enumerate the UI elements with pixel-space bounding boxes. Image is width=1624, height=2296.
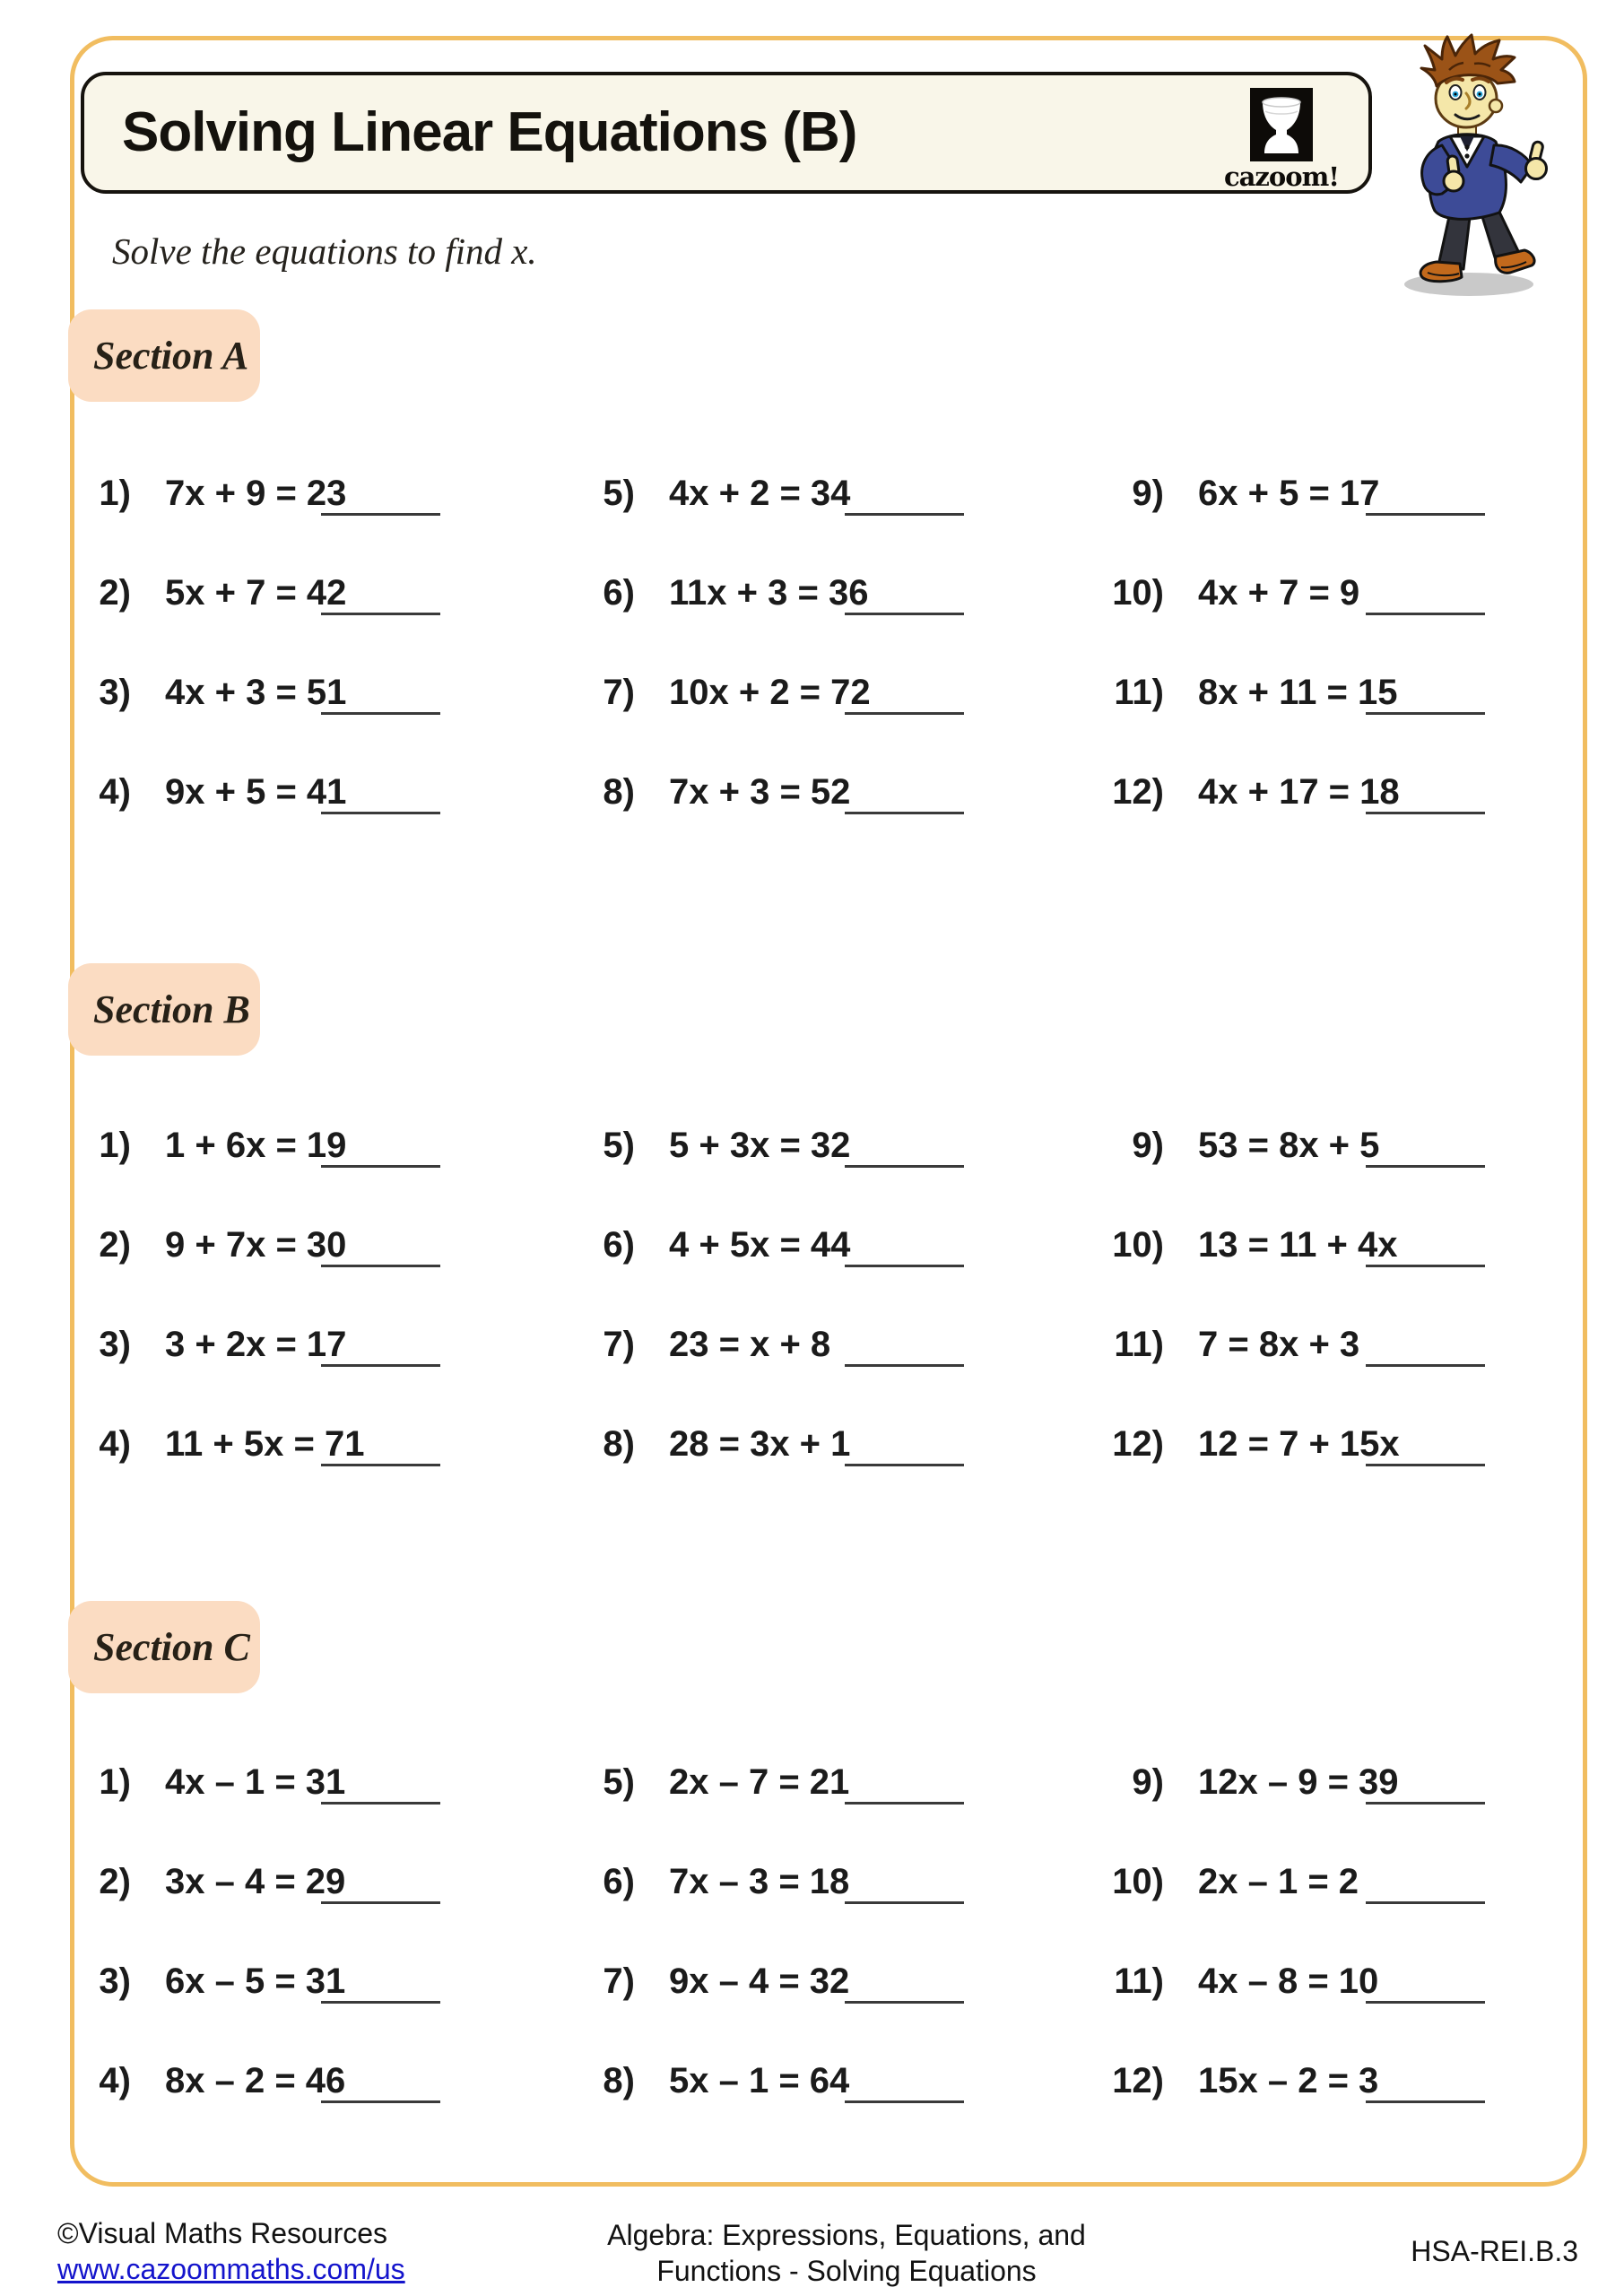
equation-text: 15x – 2 = 3 (1198, 2061, 1379, 2100)
equation-text: 4x + 7 = 9 (1198, 573, 1360, 613)
equation-text: 1 + 6x = 19 (165, 1126, 347, 1165)
item-number: 2) (99, 1225, 131, 1265)
item-number: 2) (99, 573, 131, 613)
equation-item (1087, 1862, 1359, 1902)
item-number: 12) (1112, 772, 1164, 812)
item-number: 11) (1114, 673, 1164, 712)
equation-item (54, 1225, 346, 1265)
item-number: 3) (99, 673, 131, 712)
item-number: 8) (603, 772, 635, 812)
answer-line[interactable] (1366, 1265, 1485, 1267)
equation-item (558, 573, 868, 613)
answer-line[interactable] (845, 1364, 964, 1367)
equation-text: 4x – 1 = 31 (165, 1762, 346, 1802)
answer-line[interactable] (1366, 2001, 1485, 2004)
answer-line[interactable] (845, 613, 964, 615)
equation-text: 7x + 9 = 23 (165, 474, 347, 513)
topic-line-2: Functions - Solving Equations (656, 2255, 1037, 2287)
answer-line[interactable] (321, 812, 440, 814)
answer-line[interactable] (845, 2100, 964, 2103)
answer-line[interactable] (321, 613, 440, 615)
equation-text: 5x + 7 = 42 (165, 573, 347, 613)
section-b-label: Section B (68, 963, 260, 1056)
equation-item (54, 772, 346, 813)
equation-item (558, 1424, 850, 1465)
answer-line[interactable] (845, 1464, 964, 1466)
item-number: 11) (1114, 1961, 1164, 2001)
equation-text: 4x – 8 = 10 (1198, 1961, 1379, 2001)
answer-line[interactable] (845, 1802, 964, 1805)
title-box (81, 72, 1372, 194)
item-number: 10) (1112, 1225, 1164, 1265)
equation-item (54, 474, 346, 514)
answer-line[interactable] (1366, 1364, 1485, 1367)
item-number: 2) (99, 1862, 131, 1901)
equation-text: 2x – 7 = 21 (669, 1762, 850, 1802)
equation-text: 5 + 3x = 32 (669, 1126, 851, 1165)
answer-line[interactable] (321, 1901, 440, 1904)
website-link[interactable]: www.cazoommaths.com/us (57, 2253, 405, 2285)
equation-text: 5x – 1 = 64 (669, 2061, 850, 2100)
item-number: 12) (1112, 2061, 1164, 2100)
section-c-label: Section C (68, 1601, 260, 1693)
item-number: 10) (1112, 1862, 1164, 1901)
answer-line[interactable] (845, 513, 964, 516)
item-number: 6) (603, 1225, 635, 1265)
answer-line[interactable] (321, 513, 440, 516)
copyright-text: ©Visual Maths Resources (57, 2217, 388, 2249)
equation-text: 28 = 3x + 1 (669, 1424, 851, 1464)
answer-line[interactable] (1366, 1165, 1485, 1168)
item-number: 9) (1132, 1126, 1164, 1165)
equation-text: 9x – 4 = 32 (669, 1961, 850, 2001)
equation-text: 7 = 8x + 3 (1198, 1325, 1360, 1364)
answer-line[interactable] (321, 1165, 440, 1168)
item-number: 3) (99, 1325, 131, 1364)
equation-text: 13 = 11 + 4x (1198, 1225, 1398, 1265)
answer-line[interactable] (845, 1901, 964, 1904)
equation-text: 8x – 2 = 46 (165, 2061, 346, 2100)
instruction-text: Solve the equations to find x. (112, 230, 537, 272)
item-number: 4) (99, 772, 131, 812)
item-number: 6) (603, 573, 635, 613)
item-number: 5) (603, 1762, 635, 1802)
logo-wordmark: cazoom! (1223, 161, 1340, 192)
equation-item (1087, 474, 1379, 514)
equation-item (1087, 1126, 1379, 1166)
equation-text: 53 = 8x + 5 (1198, 1126, 1380, 1165)
equation-item (558, 1126, 850, 1166)
equation-text: 9x + 5 = 41 (165, 772, 347, 812)
item-number: 1) (99, 474, 131, 513)
answer-line[interactable] (1366, 1464, 1485, 1466)
equation-item (558, 1862, 849, 1902)
equation-item (54, 573, 346, 613)
equation-text: 4x + 17 = 18 (1198, 772, 1400, 812)
answer-line[interactable] (321, 1802, 440, 1805)
item-number: 7) (603, 1325, 635, 1364)
equation-text: 2x – 1 = 2 (1198, 1862, 1359, 1901)
answer-line[interactable] (321, 1265, 440, 1267)
equation-text: 11x + 3 = 36 (669, 573, 869, 613)
answer-line[interactable] (1366, 513, 1485, 516)
equation-text: 7x – 3 = 18 (669, 1862, 850, 1901)
answer-line[interactable] (321, 1464, 440, 1466)
answer-line[interactable] (1366, 613, 1485, 615)
equation-item (54, 673, 346, 713)
item-number: 4) (99, 1424, 131, 1464)
equation-text: 3 + 2x = 17 (165, 1325, 347, 1364)
item-number: 12) (1112, 1424, 1164, 1464)
equation-item (558, 673, 871, 713)
equation-item (1087, 2061, 1378, 2101)
equation-text: 12 = 7 + 15x (1198, 1424, 1400, 1464)
equation-item (558, 1325, 830, 1365)
equation-text: 11 + 5x = 71 (165, 1424, 365, 1464)
equation-item (1087, 772, 1400, 813)
equation-text: 6x – 5 = 31 (165, 1961, 346, 2001)
item-number: 5) (603, 1126, 635, 1165)
item-number: 1) (99, 1126, 131, 1165)
equation-text: 3x – 4 = 29 (165, 1862, 346, 1901)
equation-item (558, 1762, 849, 1803)
answer-line[interactable] (845, 2001, 964, 2004)
equation-item (1087, 1762, 1399, 1803)
equation-item (1087, 573, 1359, 613)
answer-line[interactable] (1366, 1901, 1485, 1904)
equation-item (558, 474, 850, 514)
item-number: 3) (99, 1961, 131, 2001)
answer-line[interactable] (845, 1165, 964, 1168)
answer-line[interactable] (845, 712, 964, 715)
answer-line[interactable] (1366, 1802, 1485, 1805)
item-number: 9) (1132, 1762, 1164, 1802)
equation-item (54, 1961, 345, 2002)
topic-line-1: Algebra: Expressions, Equations, and (607, 2219, 1086, 2251)
equation-item (558, 2061, 849, 2101)
equation-item (558, 772, 850, 813)
equation-text: 12x – 9 = 39 (1198, 1762, 1399, 1802)
item-number: 1) (99, 1762, 131, 1802)
thumbs-up-hand-right (1526, 141, 1547, 178)
equation-item (54, 1424, 364, 1465)
equation-item (1087, 1424, 1400, 1465)
equation-item (54, 1862, 345, 1902)
equation-item (54, 1762, 345, 1803)
item-number: 7) (603, 1961, 635, 2001)
equation-item (1087, 1325, 1359, 1365)
equation-text: 23 = x + 8 (669, 1325, 831, 1364)
equation-item (558, 1225, 850, 1265)
item-number: 4) (99, 2061, 131, 2100)
equation-text: 9 + 7x = 30 (165, 1225, 347, 1265)
equation-item (54, 1325, 346, 1365)
answer-line[interactable] (1366, 2100, 1485, 2103)
section-a-label: Section A (68, 309, 260, 402)
equation-item (54, 2061, 345, 2101)
equation-item (1087, 1961, 1378, 2002)
answer-line[interactable] (321, 2001, 440, 2004)
standard-code: HSA-REI.B.3 (1411, 2235, 1578, 2267)
equation-text: 10x + 2 = 72 (669, 673, 871, 712)
equation-text: 4x + 2 = 34 (669, 474, 851, 513)
item-number: 10) (1112, 573, 1164, 613)
answer-line[interactable] (845, 812, 964, 814)
equation-item (1087, 1225, 1397, 1265)
equation-item (1087, 673, 1397, 713)
djembe-drum-icon (1250, 88, 1313, 161)
answer-line[interactable] (321, 2100, 440, 2103)
equation-text: 8x + 11 = 15 (1198, 673, 1398, 712)
equation-item (54, 1126, 346, 1166)
answer-line[interactable] (321, 1364, 440, 1367)
item-number: 7) (603, 673, 635, 712)
page-title: Solving Linear Equations (B) (122, 101, 857, 163)
item-number: 6) (603, 1862, 635, 1901)
answer-line[interactable] (321, 712, 440, 715)
item-number: 9) (1132, 474, 1164, 513)
mascot-boy-illustration (1359, 32, 1575, 301)
answer-line[interactable] (1366, 712, 1485, 715)
item-number: 8) (603, 1424, 635, 1464)
equation-text: 7x + 3 = 52 (669, 772, 851, 812)
equation-item (558, 1961, 849, 2002)
equation-text: 4x + 3 = 51 (165, 673, 347, 712)
cazoom-logo (1216, 88, 1347, 192)
equation-text: 4 + 5x = 44 (669, 1225, 851, 1265)
answer-line[interactable] (1366, 812, 1485, 814)
item-number: 8) (603, 2061, 635, 2100)
item-number: 5) (603, 474, 635, 513)
item-number: 11) (1114, 1325, 1164, 1364)
equation-text: 6x + 5 = 17 (1198, 474, 1380, 513)
answer-line[interactable] (845, 1265, 964, 1267)
